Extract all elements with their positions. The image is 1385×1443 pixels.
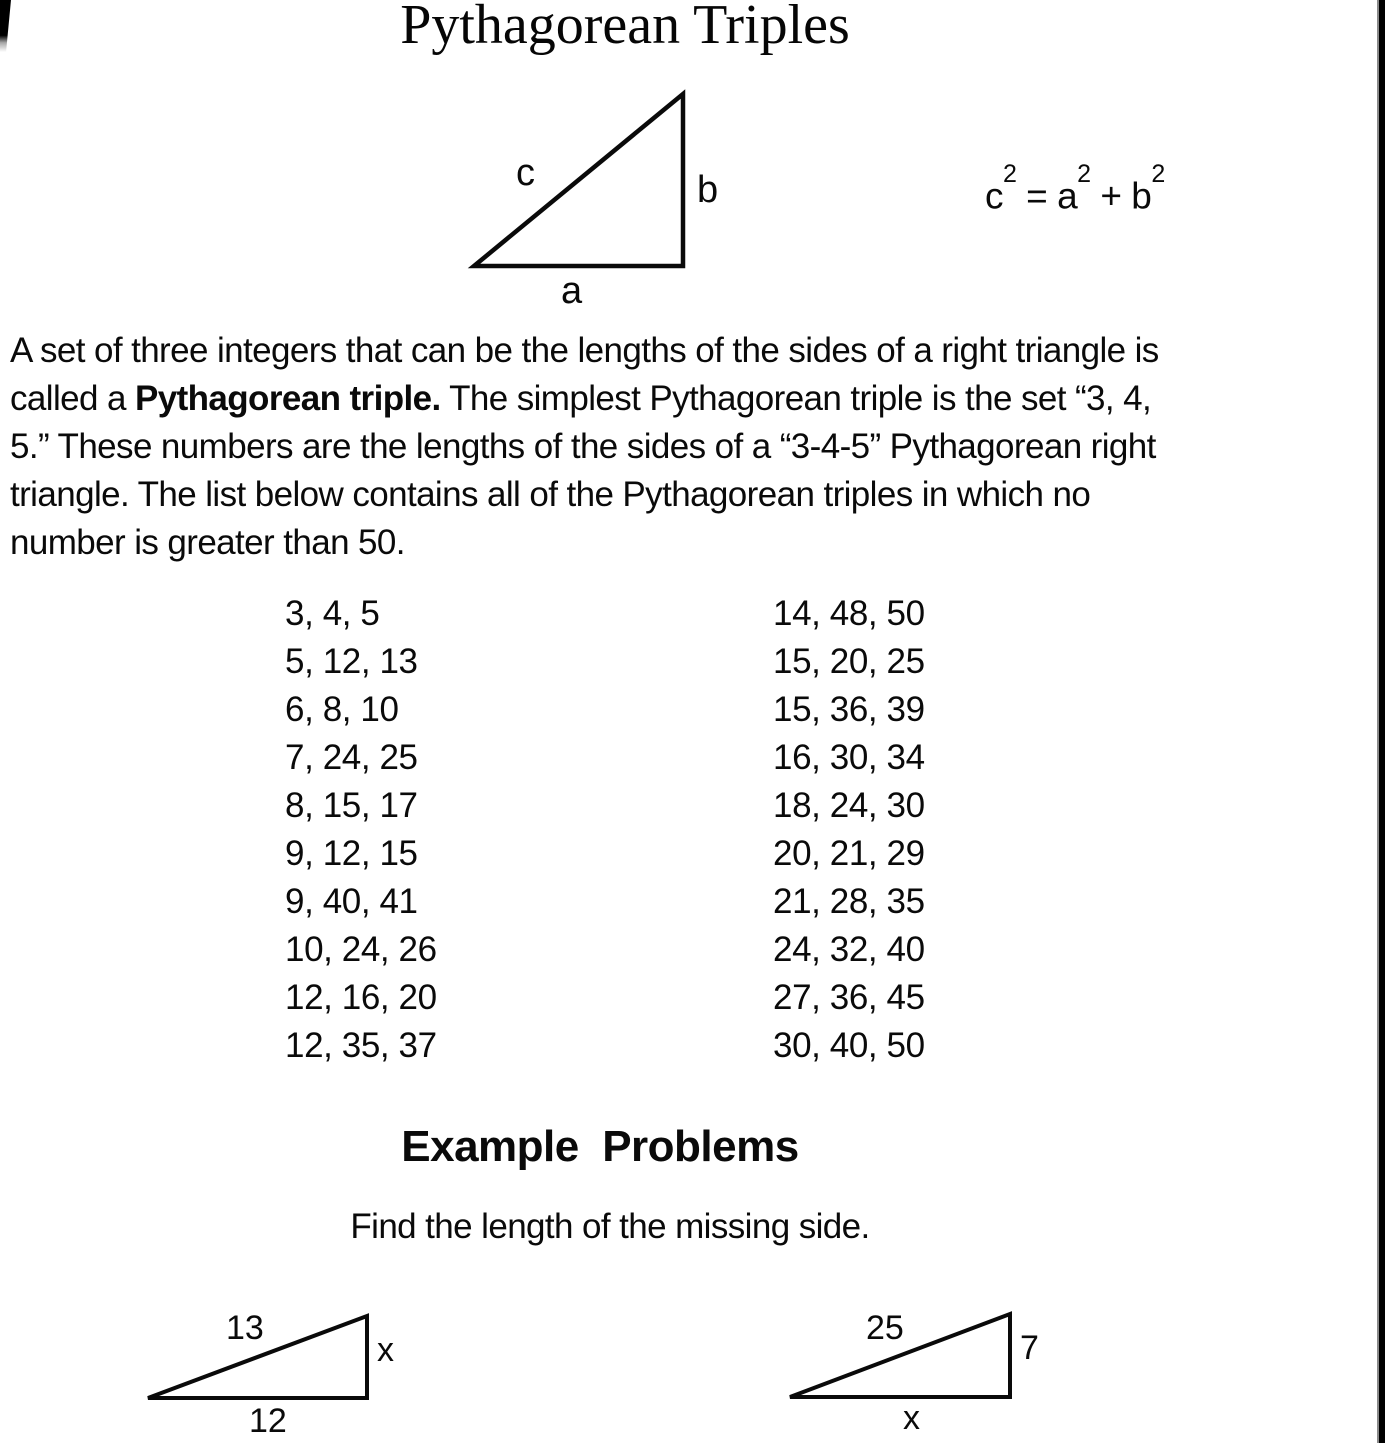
paragraph-line: triangle. The list below contains all of the Pythagorean triples in which no bbox=[10, 475, 1091, 514]
page-title: Pythagorean Triples bbox=[400, 0, 850, 56]
triple-item: 27, 36, 45 bbox=[773, 978, 925, 1017]
triple-item: 16, 30, 34 bbox=[773, 738, 925, 777]
example1-vertical-label: x bbox=[377, 1331, 394, 1369]
formula-a: a bbox=[1057, 175, 1078, 217]
example2-hypotenuse-label: 25 bbox=[866, 1309, 904, 1347]
triple-item: 18, 24, 30 bbox=[773, 786, 925, 825]
triple-item: 9, 12, 15 bbox=[285, 834, 418, 873]
pythagorean-formula bbox=[985, 160, 1165, 218]
paragraph-line: called a Pythagorean triple. The simplest Pythagorean triple is the set “3, 4, bbox=[10, 379, 1152, 418]
example-problems-heading: Example Problems bbox=[401, 1122, 799, 1171]
triple-item: 15, 36, 39 bbox=[773, 690, 925, 729]
formula-plus: + bbox=[1090, 175, 1132, 217]
instruction-text: Find the length of the missing side. bbox=[350, 1207, 870, 1246]
formula-c: c bbox=[985, 175, 1003, 217]
base-side-label: a bbox=[561, 270, 583, 312]
example2-base-label: x bbox=[903, 1399, 920, 1437]
scan-edge-right bbox=[1377, 0, 1385, 1443]
triple-item: 24, 32, 40 bbox=[773, 930, 925, 969]
triple-item: 21, 28, 35 bbox=[773, 882, 925, 921]
triples-list-left bbox=[285, 590, 437, 1070]
example1-base-label: 12 bbox=[249, 1402, 287, 1440]
triple-item: 9, 40, 41 bbox=[285, 882, 418, 921]
hypotenuse-label: c bbox=[516, 152, 535, 194]
formula-a-exponent: 2 bbox=[1077, 160, 1091, 188]
formula-b: b bbox=[1131, 175, 1152, 217]
right-triangle-diagram bbox=[455, 80, 700, 280]
paragraph-line: number is greater than 50. bbox=[10, 523, 405, 562]
triple-item: 12, 16, 20 bbox=[285, 978, 437, 1017]
triples-list-right bbox=[773, 590, 925, 1070]
triple-item: 10, 24, 26 bbox=[285, 930, 437, 969]
triple-item: 3, 4, 5 bbox=[285, 594, 380, 633]
triple-item: 14, 48, 50 bbox=[773, 594, 925, 633]
formula-c-exponent: 2 bbox=[1003, 160, 1017, 188]
vertical-side-label: b bbox=[697, 169, 719, 211]
triple-item: 12, 35, 37 bbox=[285, 1026, 437, 1065]
example2-vertical-label: 7 bbox=[1020, 1329, 1039, 1367]
triple-item: 6, 8, 10 bbox=[285, 690, 399, 729]
triple-item: 20, 21, 29 bbox=[773, 834, 925, 873]
triple-item: 30, 40, 50 bbox=[773, 1026, 925, 1065]
triple-item: 15, 20, 25 bbox=[773, 642, 925, 681]
paragraph-line: A set of three integers that can be the lengths of the sides of a right triangle is bbox=[10, 331, 1159, 370]
formula-b-exponent: 2 bbox=[1151, 160, 1165, 188]
example1-hypotenuse-label: 13 bbox=[226, 1309, 264, 1347]
paragraph-line: 5.” These numbers are the lengths of the sides of a “3-4-5” Pythagorean right bbox=[10, 427, 1156, 466]
formula-equals: = bbox=[1016, 175, 1058, 217]
intro-paragraph bbox=[10, 327, 1350, 567]
triple-item: 8, 15, 17 bbox=[285, 786, 418, 825]
triple-item: 7, 24, 25 bbox=[285, 738, 418, 777]
triple-item: 5, 12, 13 bbox=[285, 642, 418, 681]
